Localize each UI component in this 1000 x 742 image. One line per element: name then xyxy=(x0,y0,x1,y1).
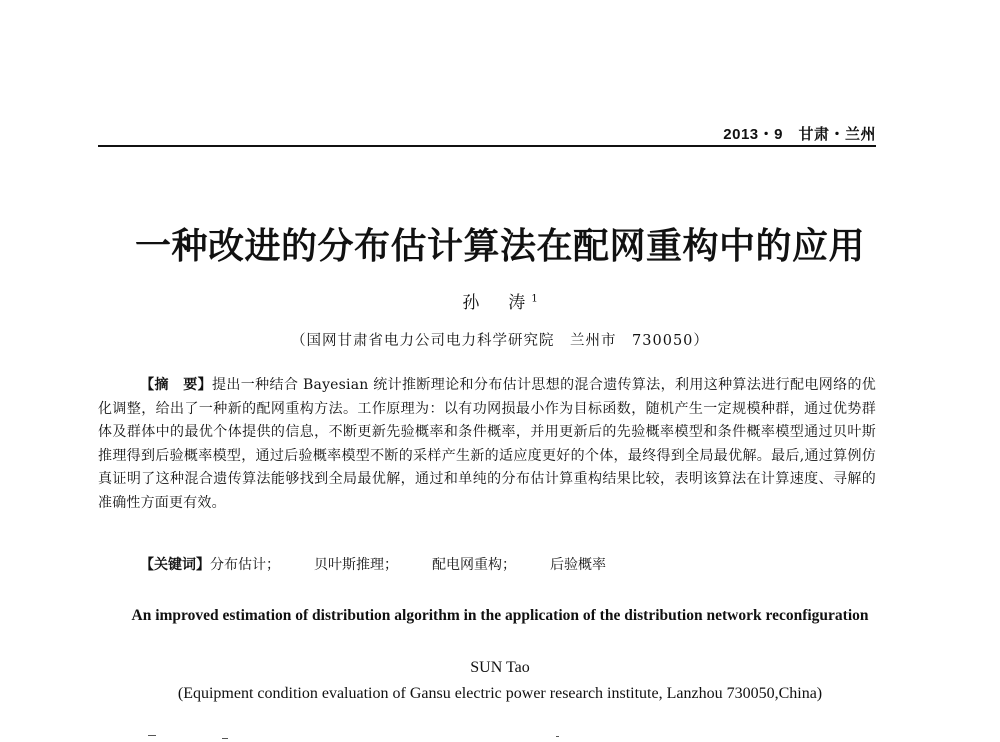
scan-speck xyxy=(222,738,228,739)
scan-speck xyxy=(556,736,559,737)
author-name-zh: 孙 涛 xyxy=(462,293,532,313)
keyword-item: 贝叶斯推理； xyxy=(314,557,398,573)
author-superscript: 1 xyxy=(531,293,538,305)
author-en: SUN Tao xyxy=(470,659,530,676)
keyword-item: 配电网重构； xyxy=(432,557,516,573)
keyword-item: 分布估计； xyxy=(210,557,280,573)
keyword-item: 后验概率 xyxy=(550,557,606,573)
keywords-label: 【关键词】 xyxy=(140,557,210,573)
paper-title-zh: 一种改进的分布估计算法在配网重构中的应用 xyxy=(134,225,865,267)
scan-speck xyxy=(148,735,156,736)
header-rule xyxy=(98,145,876,147)
keywords-zh xyxy=(140,554,876,577)
abstract-zh xyxy=(98,374,876,515)
affiliation-en: (Equipment condition evaluation of Gansu electric power research institute, Lanzhou 730050,China) xyxy=(177,685,823,702)
abstract-label: 【摘 要】 xyxy=(140,377,213,393)
issue-header: 2013・9 甘肃・兰州 xyxy=(723,126,876,143)
affiliation-zh: （国网甘肃省电力公司电力科学研究院 兰州市 730050） xyxy=(291,333,709,349)
author-zh xyxy=(0,288,1000,313)
paper-title-en: An improved estimation of distribution algorithm in the application of the distribution network reconfiguration xyxy=(131,607,869,624)
abstract-text: 提出一种结合 Bayesian 统计推断理论和分布估计思想的混合遗传算法，利用这种算法进行配电网络的优化调整，给出了一种新的配网重构方法。工作原理为：以有功网损最小作为目标函数，随机产生一定规模种群，通过优势群体及群体中的最优个体提供的信息，不断更新先验概率和条件概率，并用更新后的先验概率模型和条件概率模型通过贝叶斯推理得到后验概率模型，通过后验概率模型不断的采样产生新的适应度更好的个体，最终得到全局最优解。最后,通过算例仿真证明了这种混合遗传算法能够找到全局最优解，通过和单纯的分布估计算重构结果比较，表明该算法在计算速度、寻解的准确性方面更有效。 xyxy=(98,377,877,511)
